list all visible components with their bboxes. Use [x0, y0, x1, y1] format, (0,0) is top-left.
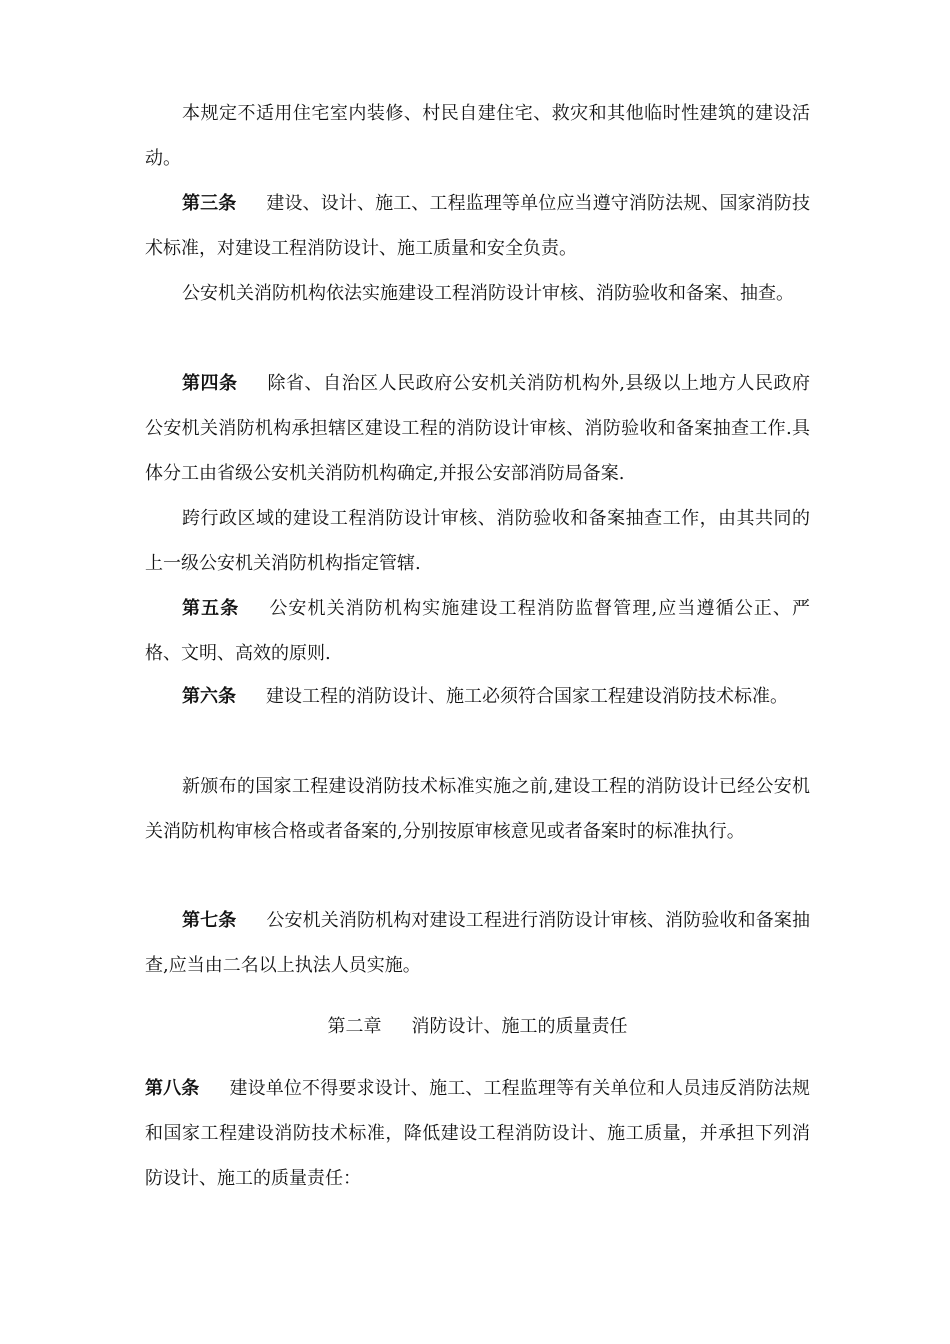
article-8 [145, 1066, 810, 1201]
chapter-title: 消防设计、施工的质量责任 [411, 1016, 628, 1037]
paragraph-new-standards [145, 764, 810, 854]
article-5 [145, 586, 810, 676]
article-4 [145, 361, 810, 496]
article-number: 第四条 [182, 373, 238, 394]
article-number: 第六条 [182, 686, 236, 707]
article-number: 第五条 [182, 598, 240, 619]
article-text: 建设、设计、施工、工程监理等单位应当遵守消防法规、国家消防技术标准，对建设工程消防设计、施工质量和安全负责。 [145, 193, 810, 259]
paragraph-text: 跨行政区域的建设工程消防设计审核、消防验收和备案抽查工作，由其共同的上一级公安机关消防机构指定管辖. [145, 508, 810, 574]
article-text: 除省、自治区人民政府公安机关消防机构外,县级以上地方人民政府公安机关消防机构承担辖区建设工程的消防设计审核、消防验收和备案抽查工作.具体分工由省级公安机关消防机构确定,并报公安部消防局备案. [145, 373, 811, 484]
paragraph-text: 本规定不适用住宅室内装修、村民自建住宅、救灾和其他临时性建筑的建设活动。 [145, 103, 810, 169]
paragraph-text: 公安机关消防机构依法实施建设工程消防设计审核、消防验收和备案、抽查。 [182, 283, 794, 304]
article-number: 第三条 [182, 193, 237, 214]
chapter-heading [145, 1004, 810, 1049]
paragraph-text: 新颁布的国家工程建设消防技术标准实施之前,建设工程的消防设计已经公安机关消防机构审核合格或者备案的,分别按原审核意见或者备案时的标准执行。 [145, 776, 810, 842]
article-6 [145, 674, 810, 719]
article-text: 建设单位不得要求设计、施工、工程监理等有关单位和人员违反消防法规和国家工程建设消防技术标准，降低建设工程消防设计、施工质量，并承担下列消防设计、施工的质量责任： [145, 1078, 811, 1189]
article-text: 公安机关消防机构实施建设工程消防监督管理,应当遵循公正、严格、文明、高效的原则. [145, 598, 811, 664]
paragraph-cross-region [145, 496, 810, 586]
article-text: 建设工程的消防设计、施工必须符合国家工程建设消防技术标准。 [266, 686, 788, 707]
article-number: 第七条 [182, 910, 237, 931]
paragraph-scope-exclusion [145, 91, 810, 181]
article-3 [145, 181, 810, 271]
article-7 [145, 898, 810, 988]
paragraph-fire-agency-duties [145, 271, 810, 316]
article-number: 第八条 [145, 1078, 200, 1099]
chapter-number: 第二章 [327, 1016, 382, 1037]
article-text: 公安机关消防机构对建设工程进行消防设计审核、消防验收和备案抽查,应当由二名以上执法人员实施。 [145, 910, 810, 976]
